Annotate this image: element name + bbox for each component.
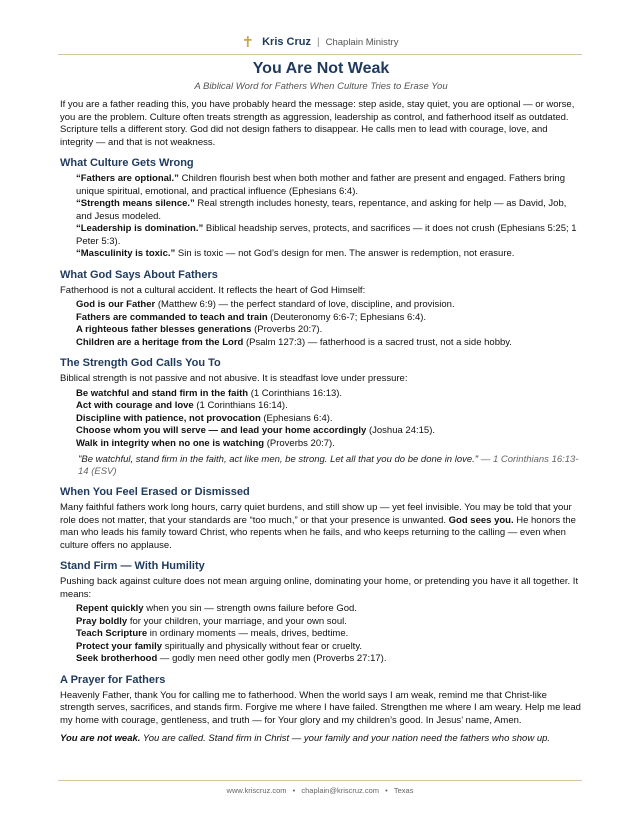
section-lead: Biblical strength is not passive and not abusive. It is steadfast love under pressure: xyxy=(60,373,408,384)
list-item: “Leadership is domination.” Biblical headship serves, protects, and sacrifices — it does not crush (Ephesians 5:25; 1 Peter 5:3). xyxy=(76,223,577,247)
document-body xyxy=(60,60,582,746)
list-item: God is our Father (Matthew 6:9) — the perfect standard of love, discipline, and provision. xyxy=(76,299,455,310)
section-heading-humility: Stand Firm — With Humility xyxy=(60,560,205,572)
list-item: “Masculinity is toxic.” Sin is toxic — not God’s design for men. The answer is redemption, not erasure. xyxy=(76,248,515,259)
list-item: “Strength means silence.” Real strength includes honesty, tears, repentance, and asking for help — as David, Job, and Jesus modeled. xyxy=(76,198,567,222)
list-item: Fathers are commanded to teach and train (Deuteronomy 6:6-7; Ephesians 6:4). xyxy=(76,311,427,323)
cross-icon: ✝ xyxy=(241,33,255,51)
culture-list xyxy=(76,173,582,261)
footer-dot: • xyxy=(292,786,296,795)
humility-list xyxy=(76,603,582,666)
page-header xyxy=(58,30,582,55)
list-item: Act with courage and love (1 Corinthians 16:14). xyxy=(76,400,288,411)
footer-dot: • xyxy=(385,786,388,795)
footer-location: Texas xyxy=(393,786,414,795)
list-item: Discipline with patience, not provocation (Ephesians 6:4). xyxy=(76,412,333,424)
section-heading-strength: The Strength God Calls You To xyxy=(60,357,221,369)
list-item: Seek brotherhood — godly men need other godly men (Proverbs 27:17). xyxy=(76,653,387,664)
section-lead: Fatherhood is not a cultural accident. It reflects the heart of God Himself: xyxy=(60,284,366,296)
list-item: “Fathers are optional.” Children flourish best when both mother and father are present and engaged. Fathers bring unique spiritual, emotional, and practical influence (Ephesians 6:4). xyxy=(76,173,565,197)
list-item: Protect your family spiritually and physically without fear or cruelty. xyxy=(76,640,362,652)
page-footer xyxy=(58,780,582,795)
prayer-paragraph: Heavenly Father, thank You for calling me to fatherhood. When the world says I am weak, remind me that Christ-like strength serves, sacrifices, and stands firm. Forgive me where I have failed. Strengthen me where I am weary. Help me lead my home with courage, gentleness, and truth — for Your glory and my children’s good. In Jesus’ name, Amen. xyxy=(60,689,581,726)
ministry-name: Chaplain Ministry xyxy=(325,36,399,48)
footer-website[interactable]: www.kriscruz.com xyxy=(226,786,287,795)
scripture-quote: "Be watchful, stand firm in the faith, act like men, be strong. Let all that you do be done in love." — 1 Corinthians 16:13-14 (ESV) xyxy=(78,454,579,477)
erased-paragraph: Many faithful fathers work long hours, carry quiet burdens, and still show up — yet feel invisible. You may be told that your role does not matter, that your standards are “too much,” or that your presence is unwanted. God sees you. He honors the man who leads his family toward Christ, who repents when he fails, and who keeps returning to the calling — even when culture offers no applause. xyxy=(60,502,576,551)
section-heading-god: What God Says About Fathers xyxy=(60,268,218,281)
section-heading-prayer: A Prayer for Fathers xyxy=(60,673,166,686)
strength-list xyxy=(76,388,582,451)
section-heading-culture: What Culture Gets Wrong xyxy=(60,157,194,169)
closing-statement: You are not weak. You are called. Stand firm in Christ — your family and your nation need the fathers who show up. xyxy=(60,733,551,744)
list-item: A righteous father blesses generations (Proverbs 20:7). xyxy=(76,324,323,335)
list-item: Pray boldly for your children, your marriage, and your own soul. xyxy=(76,615,347,627)
page-title: You Are Not Weak xyxy=(252,60,390,77)
footer-email[interactable]: chaplain@kriscruz.com xyxy=(301,786,380,795)
header-separator: | xyxy=(317,36,320,48)
quote-reference: — 1 Corinthians 16:13-14 (ESV) xyxy=(78,454,579,477)
list-item: Repent quickly when you sin — strength owns failure before God. xyxy=(76,603,357,614)
list-item: Children are a heritage from the Lord (Psalm 127:3) — fatherhood is a sacred trust, not a side hobby. xyxy=(76,336,512,348)
page-subtitle: A Biblical Word for Fathers When Culture Tries to Erase You xyxy=(194,81,448,92)
brand-name: Kris Cruz xyxy=(262,36,311,48)
god-list xyxy=(76,299,582,349)
section-heading-erased: When You Feel Erased or Dismissed xyxy=(60,486,250,498)
list-item: Choose whom you will serve — and lead your home accordingly (Joshua 24:15). xyxy=(76,425,435,436)
list-item: Teach Scripture in ordinary moments — meals, drives, bedtime. xyxy=(76,628,349,639)
list-item: Walk in integrity when no one is watching (Proverbs 20:7). xyxy=(76,437,335,449)
intro-paragraph: If you are a father reading this, you have probably heard the message: step aside, stay quiet, you are optional — or worse, you are the problem. Culture often treats strength as aggression, leadership as control, and fatherhood itself as outdated. Scripture tells a different story. God did not design fathers to disappear. He calls men to lead with courage, love, and integrity — and that is not weakness. xyxy=(60,99,575,148)
section-lead: Pushing back against culture does not mean arguing online, dominating your home, or pretending you have it all together. It means: xyxy=(60,576,579,600)
list-item: Be watchful and stand firm in the faith (1 Corinthians 16:13). xyxy=(76,387,343,399)
